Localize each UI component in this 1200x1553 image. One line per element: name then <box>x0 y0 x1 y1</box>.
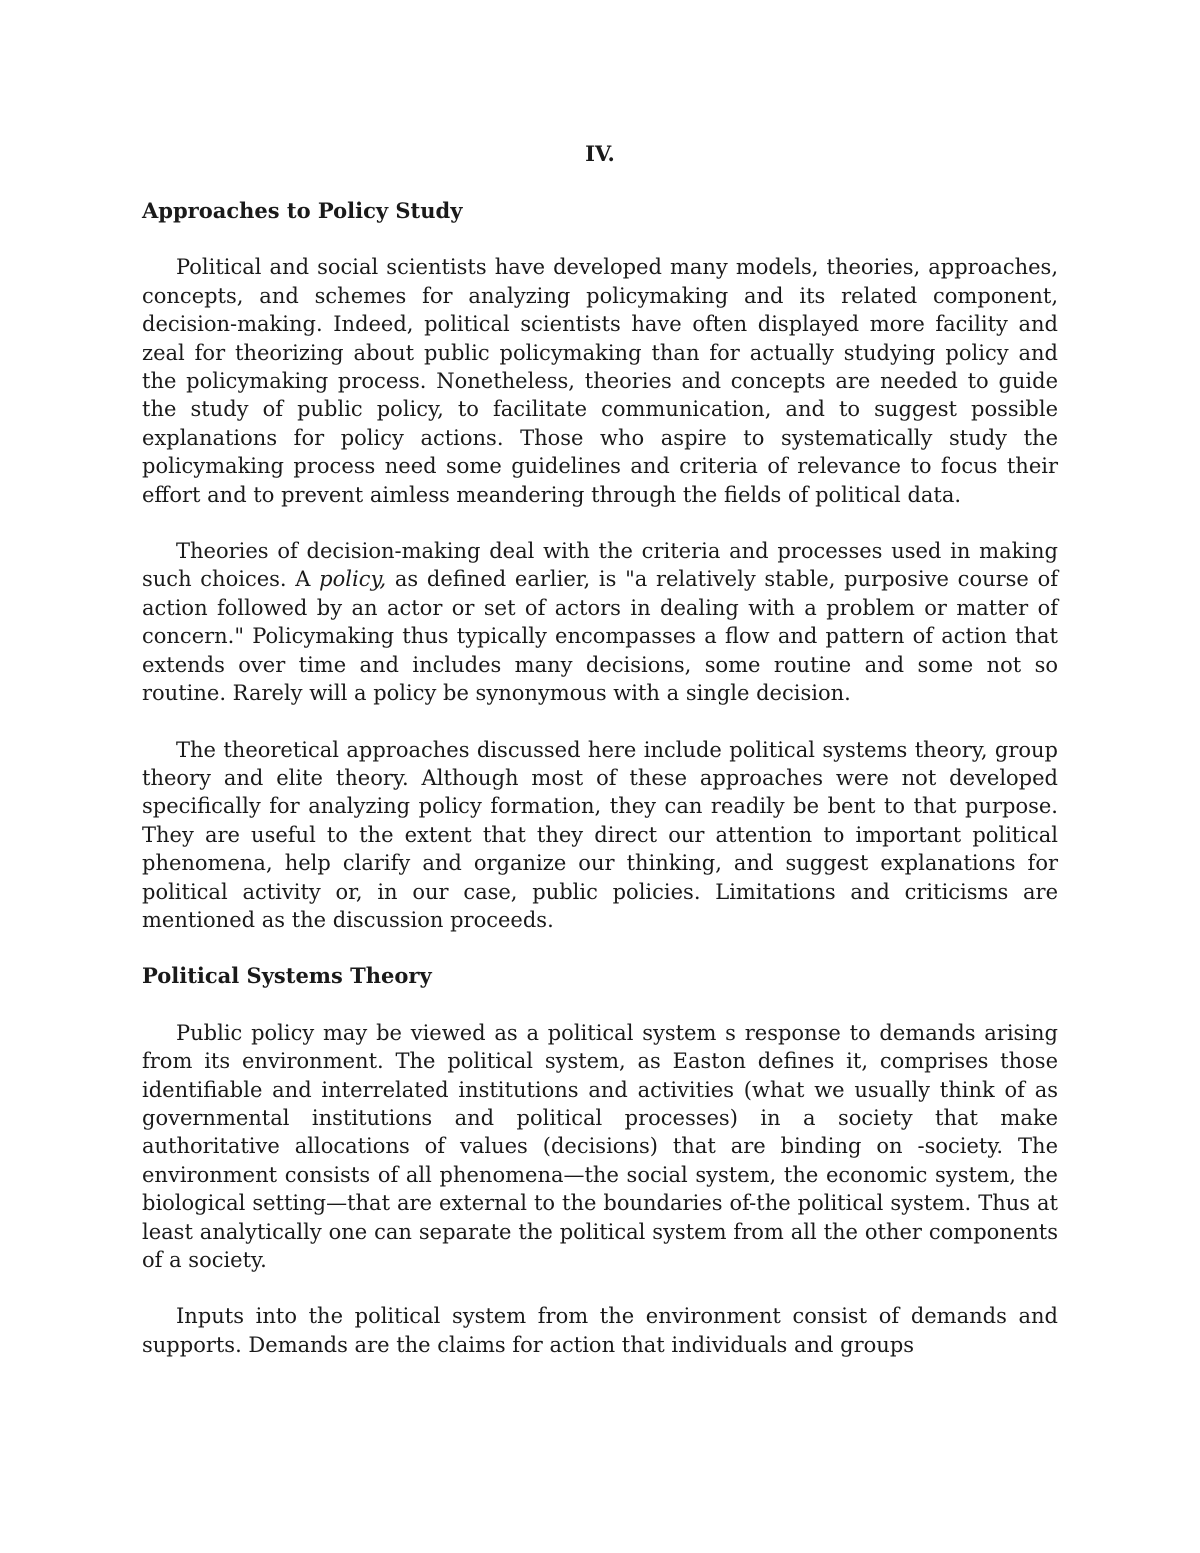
section-heading-approaches: Approaches to Policy Study <box>142 198 463 223</box>
paragraph-text: Theories of decision-making deal with the criteria and processes used in making such choices. A <box>142 539 1058 592</box>
paragraph: Inputs into the political system from the environment consist of demands and supports. Demands are the claims for action that individuals and groups <box>142 1304 1058 1357</box>
emphasized-term: policy, <box>319 567 387 592</box>
section-heading-political-systems: Political Systems Theory <box>142 963 432 989</box>
chapter-number: IV. <box>585 141 615 166</box>
paragraph-text: as defined earlier, is "a relatively stable, purposive course of action followed by an actor or set of actors in dealing with a problem or matter of concern." Policymaking thus typically encompasses a flow and pattern of action that extends over time and includes many decisions, some routine and some not so routine. Rarely will a policy be synonymous with a single decision. <box>142 567 1058 706</box>
paragraph: Public policy may be viewed as a political system s response to demands arising from its environment. The political system, as Easton defines it, comprises those identifiable and interrelated institutions and activities (what we usually think of as governmental institutions and political processes) in a society that make authoritative allocations of values (decisions) that are binding on -society. The environment consists of all phenomena—the social system, the economic system, the biological setting—that are external to the boundaries of-the political system. Thus at least analytically one can separate the political system from all the other components of a society. <box>142 1020 1058 1272</box>
document-page <box>142 140 1058 1387</box>
paragraph <box>142 537 1058 707</box>
paragraph: Political and social scientists have developed many models, theories, approaches, concepts, and schemes for analyzing policymaking and its related component, decision-making. Indeed, political scientists have often displayed more facility and zeal for theorizing about public policymaking than for actually studying policy and the policymaking process. Nonetheless, theories and concepts are needed to guide the study of public policy, to facilitate communication, and to suggest possible explanations for policy actions. Those who aspire to systematically study the policymaking process need some guidelines and criteria of relevance to focus their effort and to prevent aimless meandering through the fields of political data. <box>142 255 1058 507</box>
paragraph: The theoretical approaches discussed here include political systems theory, group theory and elite theory. Although most of these approaches were not developed specifically for analyzing policy formation, they can readily be bent to that purpose. They are useful to the extent that they direct our attention to important political phenomena, help clarify and organize our thinking, and suggest explanations for political activity or, in our case, public policies. Limitations and criticisms are mentioned as the discussion proceeds. <box>142 737 1058 932</box>
